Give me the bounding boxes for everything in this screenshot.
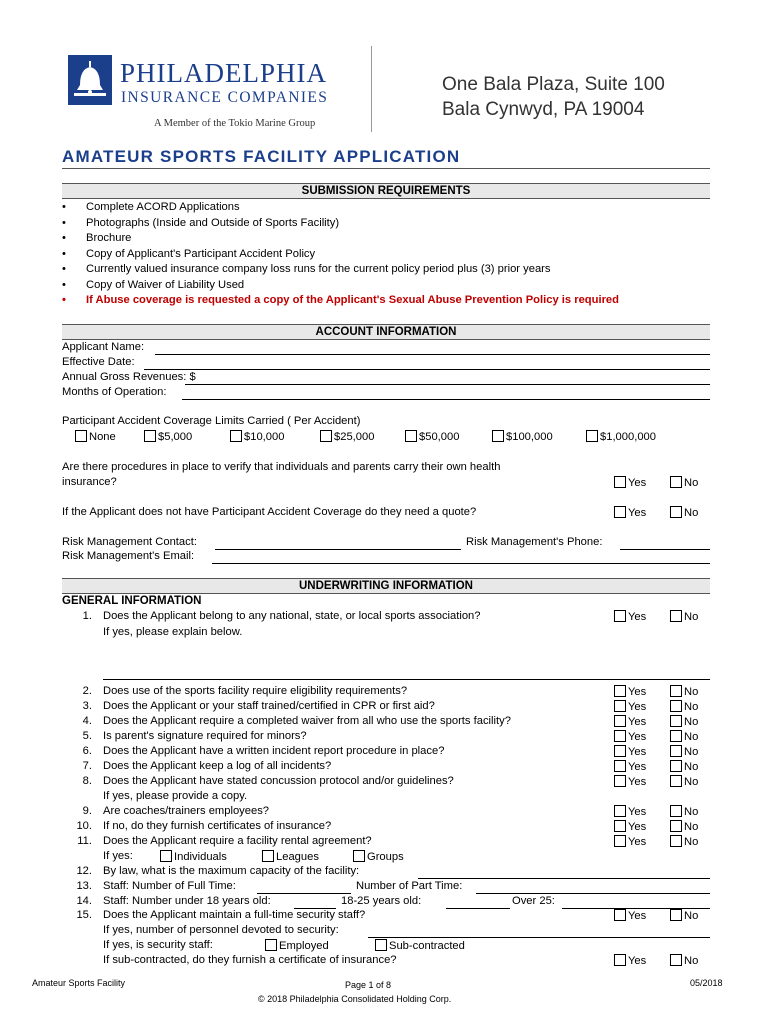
question-number: 6. <box>82 745 92 757</box>
limits-label: Participant Accident Coverage Limits Carried ( Per Accident) <box>62 415 361 427</box>
no-label: No <box>684 731 699 743</box>
list-item: • Currently valued insurance company loss runs for the current policy period plus (3) prior years <box>62 262 712 278</box>
yes-label: Yes <box>628 701 647 713</box>
yes-label: Yes <box>628 761 647 773</box>
no-label: No <box>684 701 699 713</box>
checkbox[interactable] <box>670 745 682 757</box>
option-label: $25,000 <box>334 431 375 443</box>
yes-label: Yes <box>628 686 647 698</box>
checkbox[interactable] <box>614 745 626 757</box>
option-label: $5,000 <box>158 431 193 443</box>
question-number: 4. <box>82 715 92 727</box>
no-label: No <box>684 806 699 818</box>
capacity-field[interactable] <box>418 878 710 879</box>
list-item: • Brochure <box>62 231 712 247</box>
applicant-name-field[interactable] <box>155 354 710 355</box>
question-13-parttime: Number of Part Time: <box>356 880 463 892</box>
question-number: 14. <box>76 895 92 907</box>
question-number: 2. <box>82 685 92 697</box>
checkbox[interactable] <box>670 760 682 772</box>
logo-subline: INSURANCE COMPANIES <box>121 89 329 106</box>
question-14-18-25: 18-25 years old: <box>341 895 422 907</box>
checkbox[interactable] <box>670 700 682 712</box>
no-option[interactable] <box>670 820 698 833</box>
procedures-question: Are there procedures in place to verify that individuals and parents carry their own health <box>62 461 501 473</box>
rental-option-groups[interactable] <box>353 850 404 863</box>
no-option[interactable] <box>670 760 698 773</box>
yes-option[interactable] <box>614 805 646 818</box>
no-label: No <box>684 910 699 922</box>
security-personnel-field[interactable] <box>368 937 710 938</box>
option-label: $1,000,000 <box>600 431 656 443</box>
question-number: 13. <box>76 880 92 892</box>
page-title: AMATEUR SPORTS FACILITY APPLICATION <box>62 147 461 166</box>
checkbox[interactable] <box>230 430 242 442</box>
question-number: 9. <box>82 805 92 817</box>
question-number: 3. <box>82 700 92 712</box>
question-number: 8. <box>82 775 92 787</box>
rm-email-label: Risk Management's Email: <box>62 550 195 562</box>
question-number: 1. <box>82 610 92 622</box>
question-8: Does the Applicant have stated concussion protocol and/or guidelines? <box>103 775 454 787</box>
yes-option[interactable] <box>614 745 646 758</box>
question-14-under18: Staff: Number under 18 years old: <box>103 895 271 907</box>
yes-option[interactable] <box>614 730 646 743</box>
no-label: No <box>684 836 699 848</box>
checkbox[interactable] <box>614 835 626 847</box>
account-heading: ACCOUNT INFORMATION <box>62 324 710 340</box>
question-7: Does the Applicant keep a log of all incidents? <box>103 760 332 772</box>
option-label: $50,000 <box>419 431 460 443</box>
no-option[interactable] <box>670 506 698 519</box>
checkbox[interactable] <box>262 850 274 862</box>
footer-copyright: © 2018 Philadelphia Consolidated Holding Corp. <box>258 994 452 1004</box>
yes-label: Yes <box>628 507 647 519</box>
revenues-field[interactable] <box>185 384 710 385</box>
parttime-field[interactable] <box>476 893 710 894</box>
option-label: Employed <box>279 940 329 952</box>
checkbox[interactable] <box>670 610 682 622</box>
checkbox[interactable] <box>670 835 682 847</box>
applicant-name-label: Applicant Name: <box>62 341 145 353</box>
question-2: Does use of the sports facility require eligibility requirements? <box>103 685 408 697</box>
checkbox[interactable] <box>614 909 626 921</box>
age-18-25-field[interactable] <box>446 908 510 909</box>
question-1-explain-field[interactable] <box>103 679 710 680</box>
yes-option[interactable] <box>614 476 646 489</box>
checkbox[interactable] <box>265 939 277 951</box>
requirements-list <box>62 200 712 309</box>
fulltime-field[interactable] <box>257 893 351 894</box>
checkbox[interactable] <box>160 850 172 862</box>
no-label: No <box>684 955 699 967</box>
member-line: A Member of the Tokio Marine Group <box>154 118 316 129</box>
question-4: Does the Applicant require a completed waiver from all who use the sports facility? <box>103 715 511 727</box>
yes-option[interactable] <box>614 835 646 848</box>
checkbox[interactable] <box>614 610 626 622</box>
yes-option[interactable] <box>614 820 646 833</box>
limit-option-10000[interactable] <box>230 430 284 443</box>
list-item: • Copy of Waiver of Liability Used <box>62 278 712 294</box>
checkbox[interactable] <box>614 506 626 518</box>
yes-option[interactable] <box>614 909 646 922</box>
option-label: Sub-contracted <box>389 940 465 952</box>
months-label: Months of Operation: <box>62 386 167 398</box>
limit-option-1000000[interactable] <box>586 430 656 443</box>
question-8-sub: If yes, please provide a copy. <box>103 790 248 802</box>
yes-label: Yes <box>628 806 647 818</box>
header-divider <box>371 46 372 132</box>
option-label: $10,000 <box>244 431 285 443</box>
limit-option-25000[interactable] <box>320 430 374 443</box>
company-logo <box>68 55 112 105</box>
no-option[interactable] <box>670 805 698 818</box>
footer-date: 05/2018 <box>690 978 723 988</box>
no-option[interactable] <box>670 610 698 623</box>
no-option[interactable] <box>670 954 698 967</box>
question-11-ifyes: If yes: <box>103 850 133 862</box>
yes-label: Yes <box>628 731 647 743</box>
checkbox[interactable] <box>492 430 504 442</box>
option-label: Groups <box>367 851 404 863</box>
footer-form-name: Amateur Sports Facility <box>32 978 126 988</box>
address-line-1: One Bala Plaza, Suite 100 <box>442 74 665 95</box>
checkbox[interactable] <box>670 730 682 742</box>
checkbox[interactable] <box>614 760 626 772</box>
security-option-employed[interactable] <box>265 939 329 952</box>
no-label: No <box>684 611 699 623</box>
checkbox[interactable] <box>375 939 387 951</box>
checkbox[interactable] <box>586 430 598 442</box>
no-option[interactable] <box>670 700 698 713</box>
question-9: Are coaches/trainers employees? <box>103 805 270 817</box>
checkbox[interactable] <box>670 954 682 966</box>
yes-option[interactable] <box>614 775 646 788</box>
checkbox[interactable] <box>320 430 332 442</box>
yes-option[interactable] <box>614 685 646 698</box>
general-info-heading: GENERAL INFORMATION <box>62 595 202 607</box>
question-14-over25: Over 25: <box>512 895 555 907</box>
yes-option[interactable] <box>614 954 646 967</box>
no-label: No <box>684 821 699 833</box>
no-label: No <box>684 716 699 728</box>
checkbox[interactable] <box>670 506 682 518</box>
checkbox[interactable] <box>614 805 626 817</box>
option-label: Leagues <box>276 851 319 863</box>
checkbox[interactable] <box>614 730 626 742</box>
question-13-fulltime: Staff: Number of Full Time: <box>103 880 236 892</box>
checkbox[interactable] <box>670 476 682 488</box>
no-option[interactable] <box>670 730 698 743</box>
yes-label: Yes <box>628 716 647 728</box>
checkbox[interactable] <box>75 430 87 442</box>
yes-label: Yes <box>628 477 647 489</box>
title-rule <box>62 168 710 169</box>
submission-heading: SUBMISSION REQUIREMENTS <box>62 183 710 199</box>
yes-label: Yes <box>628 746 647 758</box>
rm-contact-field[interactable] <box>215 549 461 550</box>
limit-option-50000[interactable] <box>405 430 459 443</box>
no-label: No <box>684 507 699 519</box>
checkbox[interactable] <box>353 850 365 862</box>
question-5: Is parent's signature required for minors? <box>103 730 307 742</box>
no-label: No <box>684 686 699 698</box>
effective-date-label: Effective Date: <box>62 356 135 368</box>
checkbox[interactable] <box>614 954 626 966</box>
yes-label: Yes <box>628 776 647 788</box>
limit-option-none[interactable] <box>75 430 116 443</box>
question-3: Does the Applicant or your staff trained/certified in CPR or first aid? <box>103 700 435 712</box>
no-label: No <box>684 477 699 489</box>
no-label: No <box>684 776 699 788</box>
checkbox[interactable] <box>670 715 682 727</box>
months-field[interactable] <box>182 399 710 400</box>
yes-option[interactable] <box>614 610 646 623</box>
checkbox[interactable] <box>670 805 682 817</box>
checkbox[interactable] <box>614 715 626 727</box>
question-number: 12. <box>76 865 92 877</box>
address-line-2: Bala Cynwyd, PA 19004 <box>442 99 645 120</box>
list-item: • Complete ACORD Applications <box>62 200 712 216</box>
option-label: $100,000 <box>506 431 553 443</box>
no-option[interactable] <box>670 775 698 788</box>
question-10: If no, do they furnish certificates of insurance? <box>103 820 332 832</box>
yes-option[interactable] <box>614 700 646 713</box>
revenues-label: Annual Gross Revenues: $ <box>62 371 196 383</box>
yes-option[interactable] <box>614 760 646 773</box>
question-number: 15. <box>76 909 92 921</box>
security-option-subcontracted[interactable] <box>375 939 465 952</box>
list-item: • Photographs (Inside and Outside of Sports Facility) <box>62 216 712 232</box>
checkbox[interactable] <box>670 775 682 787</box>
yes-label: Yes <box>628 836 647 848</box>
rm-contact-label: Risk Management Contact: <box>62 536 197 548</box>
checkbox[interactable] <box>614 700 626 712</box>
checkbox[interactable] <box>614 820 626 832</box>
no-label: No <box>684 761 699 773</box>
option-label: None <box>89 431 116 443</box>
checkbox[interactable] <box>670 909 682 921</box>
rental-option-individuals[interactable] <box>160 850 227 863</box>
limit-option-100000[interactable] <box>492 430 553 443</box>
no-option[interactable] <box>670 685 698 698</box>
rm-phone-label: Risk Management's Phone: <box>466 536 603 548</box>
checkbox[interactable] <box>405 430 417 442</box>
abuse-requirement: • If Abuse coverage is requested a copy of the Applicant's Sexual Abuse Prevention Policy is required <box>62 293 712 309</box>
yes-option[interactable] <box>614 715 646 728</box>
no-label: No <box>684 746 699 758</box>
yes-label: Yes <box>628 955 647 967</box>
yes-label: Yes <box>628 821 647 833</box>
checkbox[interactable] <box>670 685 682 697</box>
question-15-certificate: If sub-contracted, do they furnish a certificate of insurance? <box>103 954 397 966</box>
question-number: 10. <box>76 820 92 832</box>
underwriting-heading: UNDERWRITING INFORMATION <box>62 578 710 594</box>
yes-option[interactable] <box>614 506 646 519</box>
option-label: Individuals <box>174 851 227 863</box>
checkbox[interactable] <box>670 820 682 832</box>
question-15: Does the Applicant maintain a full-time security staff? <box>103 909 366 921</box>
checkbox[interactable] <box>614 775 626 787</box>
question-6: Does the Applicant have a written incident report procedure in place? <box>103 745 445 757</box>
question-11: Does the Applicant require a facility rental agreement? <box>103 835 372 847</box>
checkbox[interactable] <box>614 476 626 488</box>
rm-email-field[interactable] <box>212 563 710 564</box>
quote-question: If the Applicant does not have Participant Accident Coverage do they need a quote? <box>62 506 477 518</box>
rental-option-leagues[interactable] <box>262 850 319 863</box>
question-1-sub: If yes, please explain below. <box>103 626 243 638</box>
procedures-question-cont: insurance? <box>62 476 117 488</box>
logo-wordmark: PHILADELPHIA <box>120 58 327 88</box>
question-15-personnel: If yes, number of personnel devoted to security: <box>103 924 339 936</box>
question-number: 5. <box>82 730 92 742</box>
question-15-staff-type: If yes, is security staff: <box>103 939 213 951</box>
no-option[interactable] <box>670 476 698 489</box>
rm-phone-field[interactable] <box>620 549 710 550</box>
limit-option-5000[interactable] <box>144 430 192 443</box>
yes-label: Yes <box>628 910 647 922</box>
checkbox[interactable] <box>614 685 626 697</box>
effective-date-field[interactable] <box>144 369 710 370</box>
list-item: • Copy of Applicant's Participant Accident Policy <box>62 247 712 263</box>
question-12: By law, what is the maximum capacity of the facility: <box>103 865 360 877</box>
no-option[interactable] <box>670 835 698 848</box>
no-option[interactable] <box>670 745 698 758</box>
yes-label: Yes <box>628 611 647 623</box>
question-number: 7. <box>82 760 92 772</box>
footer-page-number: Page 1 of 8 <box>345 980 392 990</box>
question-number: 11. <box>77 835 92 847</box>
question-1: Does the Applicant belong to any national, state, or local sports association? <box>103 610 481 622</box>
no-option[interactable] <box>670 715 698 728</box>
no-option[interactable] <box>670 909 698 922</box>
checkbox[interactable] <box>144 430 156 442</box>
